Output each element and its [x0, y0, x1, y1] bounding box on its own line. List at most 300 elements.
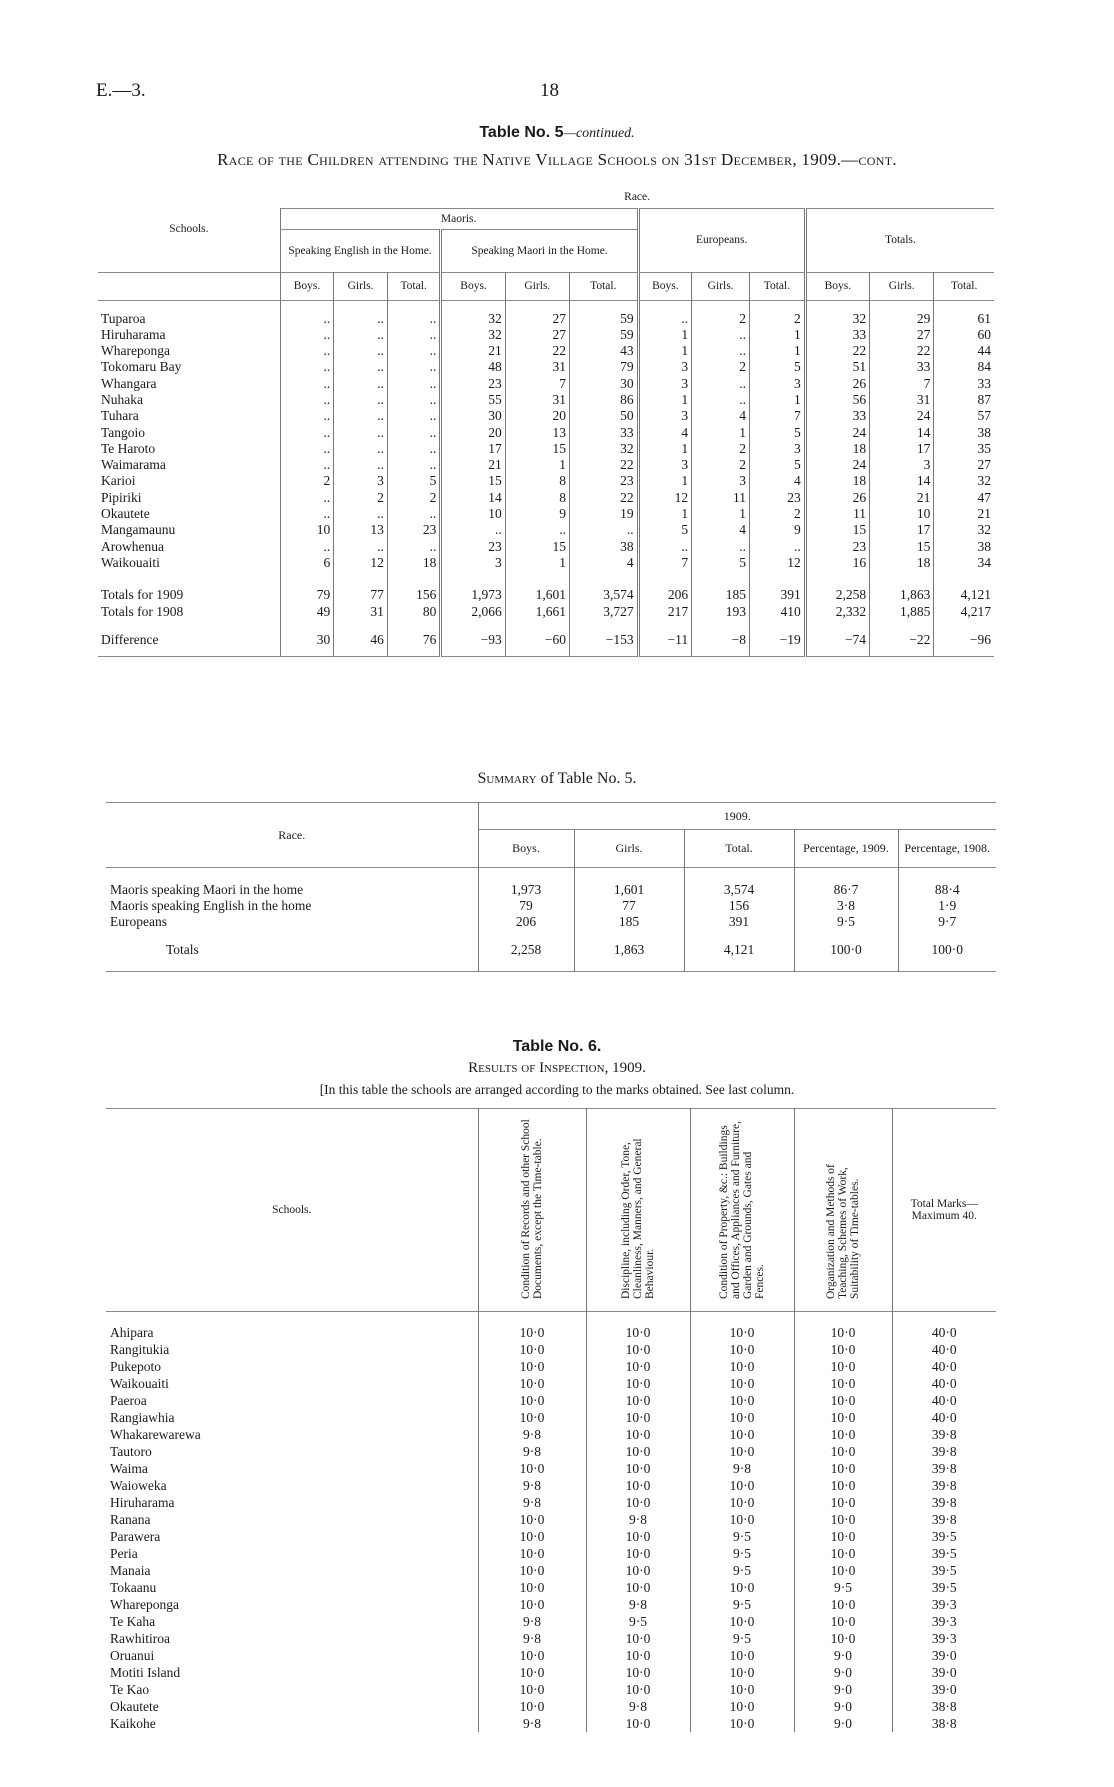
table-row: [106, 1460, 996, 1477]
total-mark: 38·8: [892, 1698, 996, 1715]
totals-boys: 33: [805, 327, 869, 343]
totals-total: 47: [934, 490, 994, 506]
maori-girls: 1: [505, 457, 569, 473]
maori-girls: 1: [505, 555, 569, 571]
total-mark: 40·0: [892, 1392, 996, 1409]
totals-girls: 27: [870, 327, 934, 343]
school-name: Rangiawhia: [110, 1409, 175, 1425]
discipline-mark: 10·0: [586, 1477, 690, 1494]
school-name: Whareponga: [101, 343, 170, 359]
table-row: [98, 408, 994, 424]
total-mark: 39·3: [892, 1630, 996, 1647]
english-girls: 3: [334, 473, 388, 489]
maori-boys: 32: [441, 327, 505, 343]
totals-girls: 3: [870, 457, 934, 473]
table6-schools-header: Schools.: [272, 1204, 312, 1216]
discipline-mark: 10·0: [586, 1681, 690, 1698]
english-total: 156: [387, 587, 441, 603]
maori-girls: 8: [505, 473, 569, 489]
europeans-total: 1: [750, 343, 806, 359]
school-name: Whangara: [101, 375, 157, 391]
maori-boys: 17: [441, 441, 505, 457]
maori-total: 22: [570, 490, 639, 506]
race-name: Totals: [166, 941, 199, 957]
totals-girls: 15: [870, 539, 934, 555]
totals-boys: 18: [805, 441, 869, 457]
totals-total: 33: [934, 376, 994, 392]
english-total: ..: [387, 376, 441, 392]
school-name: Waioweka: [110, 1477, 167, 1493]
organization-mark: 10·0: [794, 1341, 892, 1358]
totals-girls: 7: [870, 376, 934, 392]
table-row: [106, 1494, 996, 1511]
school-name: Ranana: [110, 1511, 151, 1527]
table6-total-header: Total Marks— Maximum 40.: [892, 1109, 996, 1312]
property-mark: 9·5: [690, 1596, 794, 1613]
table-row: [106, 1579, 996, 1596]
property-mark: 10·0: [690, 1477, 794, 1494]
table5-maoris-header: Maoris.: [280, 209, 638, 230]
records-mark: 10·0: [478, 1409, 586, 1426]
europeans-boys: 3: [638, 359, 692, 375]
english-total: ..: [387, 327, 441, 343]
english-girls: 2: [334, 490, 388, 506]
total: 391: [684, 914, 794, 930]
totals-total: 61: [934, 311, 994, 327]
discipline-mark: 10·0: [586, 1647, 690, 1664]
school-name: Te Haroto: [101, 440, 156, 456]
table5: [98, 186, 994, 657]
property-mark: 10·0: [690, 1681, 794, 1698]
english-boys: ..: [280, 490, 334, 506]
school-name: Tautoro: [110, 1443, 152, 1459]
pct-1909: 9·5: [794, 914, 898, 930]
total-mark: 39·8: [892, 1443, 996, 1460]
table6: [106, 1108, 996, 1732]
boys: 1,973: [478, 882, 574, 898]
maori-boys: 14: [441, 490, 505, 506]
table-row: [98, 327, 994, 343]
organization-mark: 10·0: [794, 1596, 892, 1613]
boys: 2,258: [478, 942, 574, 958]
organization-mark: 10·0: [794, 1528, 892, 1545]
school-name: Motiti Island: [110, 1664, 181, 1680]
organization-mark: 9·0: [794, 1647, 892, 1664]
totals-boys: 24: [805, 425, 869, 441]
table-row: [98, 343, 994, 359]
records-mark: 10·0: [478, 1341, 586, 1358]
europeans-girls: −8: [692, 632, 750, 648]
europeans-girls: ..: [692, 392, 750, 408]
property-mark: 10·0: [690, 1358, 794, 1375]
maori-total: 79: [570, 359, 639, 375]
table-row: [106, 1341, 996, 1358]
totals-girls: 17: [870, 522, 934, 538]
col-boys: Boys.: [805, 273, 869, 301]
table-row: [106, 1647, 996, 1664]
maori-boys: 3: [441, 555, 505, 571]
girls: 77: [574, 898, 684, 914]
school-name: Tokomaru Bay: [101, 359, 182, 375]
totals-boys: 24: [805, 457, 869, 473]
europeans-boys: 217: [638, 604, 692, 620]
europeans-girls: 185: [692, 587, 750, 603]
organization-mark: 10·0: [794, 1460, 892, 1477]
summary-girls-header: Girls.: [574, 830, 684, 868]
totals-total: 35: [934, 441, 994, 457]
col-girls: Girls.: [505, 273, 569, 301]
property-mark: 10·0: [690, 1579, 794, 1596]
records-mark: 9·8: [478, 1630, 586, 1647]
total-mark: 40·0: [892, 1324, 996, 1341]
maori-total: 86: [570, 392, 639, 408]
english-boys: 79: [280, 587, 334, 603]
total-mark: 39·8: [892, 1460, 996, 1477]
boys: 79: [478, 898, 574, 914]
table5-english-header: Speaking English in the Home.: [280, 230, 441, 273]
organization-mark: 10·0: [794, 1477, 892, 1494]
totals-boys: 26: [805, 490, 869, 506]
maori-girls: 13: [505, 425, 569, 441]
europeans-total: 5: [750, 457, 806, 473]
organization-mark: 10·0: [794, 1375, 892, 1392]
property-mark: 10·0: [690, 1324, 794, 1341]
table-row: [98, 441, 994, 457]
records-mark: 10·0: [478, 1375, 586, 1392]
discipline-mark: 9·5: [586, 1613, 690, 1630]
records-mark: 10·0: [478, 1511, 586, 1528]
records-mark: 10·0: [478, 1392, 586, 1409]
maori-total: 22: [570, 457, 639, 473]
property-mark: 9·5: [690, 1528, 794, 1545]
totals-girls: 18: [870, 555, 934, 571]
europeans-boys: 1: [638, 327, 692, 343]
english-boys: ..: [280, 539, 334, 555]
school-name: Waikouaiti: [110, 1375, 169, 1391]
maori-boys: 30: [441, 408, 505, 424]
records-mark: 9·8: [478, 1426, 586, 1443]
school-name: Whareponga: [110, 1596, 179, 1612]
maori-boys: ..: [441, 522, 505, 538]
table-row: [106, 1562, 996, 1579]
organization-mark: 9·0: [794, 1698, 892, 1715]
pct-1909: 86·7: [794, 882, 898, 898]
records-mark: 9·8: [478, 1494, 586, 1511]
english-total: 2: [387, 490, 441, 506]
table-row: [98, 539, 994, 555]
school-name: Hiruharama: [101, 326, 166, 342]
school-name: Kaikohe: [110, 1715, 156, 1731]
summary-boys-header: Boys.: [478, 830, 574, 868]
school-name: Arowhenua: [101, 538, 164, 554]
organization-mark: 10·0: [794, 1494, 892, 1511]
table-row: [106, 914, 996, 930]
table5-race-header: Race.: [624, 190, 651, 203]
organization-mark: 10·0: [794, 1613, 892, 1630]
europeans-total: 391: [750, 587, 806, 603]
organization-mark: 10·0: [794, 1545, 892, 1562]
maori-total: 3,574: [570, 587, 639, 603]
col-girls: Girls.: [870, 273, 934, 301]
table-row: [98, 392, 994, 408]
total-mark: 39·5: [892, 1528, 996, 1545]
english-total: 80: [387, 604, 441, 620]
table-row: [106, 1324, 996, 1341]
table6-organization-header: Organization and Methods of Teaching, Schemes of Work, Suitability of Time-tables.: [825, 1163, 861, 1299]
totals-girls: 17: [870, 441, 934, 457]
maori-girls: 27: [505, 327, 569, 343]
table-row: [98, 376, 994, 392]
maori-boys: 1,973: [441, 587, 505, 603]
english-girls: ..: [334, 425, 388, 441]
totals-boys: 33: [805, 408, 869, 424]
europeans-girls: 2: [692, 359, 750, 375]
english-total: 23: [387, 522, 441, 538]
records-mark: 10·0: [478, 1681, 586, 1698]
page-number: 18: [540, 80, 559, 101]
property-mark: 10·0: [690, 1715, 794, 1732]
english-girls: ..: [334, 327, 388, 343]
totals-boys: 56: [805, 392, 869, 408]
records-mark: 10·0: [478, 1698, 586, 1715]
table6-property-header: Condition of Property, &c.: Buildings and Offices, Appliances and Furniture, Garden and Grounds, Gates and Fences.: [718, 1120, 766, 1299]
english-boys: ..: [280, 408, 334, 424]
race-name: Maoris speaking Maori in the home: [110, 881, 304, 897]
table5-title: [0, 124, 1114, 142]
col-boys: Boys.: [441, 273, 505, 301]
europeans-boys: 1: [638, 392, 692, 408]
maori-girls: 1,601: [505, 587, 569, 603]
maori-total: 33: [570, 425, 639, 441]
table-row: [106, 882, 996, 898]
table-row: [98, 425, 994, 441]
records-mark: 10·0: [478, 1664, 586, 1681]
school-name: Okautete: [110, 1698, 159, 1714]
totals-total: 27: [934, 457, 994, 473]
school-name: Tokaanu: [110, 1579, 157, 1595]
maori-girls: 31: [505, 359, 569, 375]
table-row: [106, 1409, 996, 1426]
europeans-boys: 4: [638, 425, 692, 441]
table-row: [106, 1596, 996, 1613]
property-mark: 10·0: [690, 1375, 794, 1392]
records-mark: 10·0: [478, 1528, 586, 1545]
totals-total: 60: [934, 327, 994, 343]
col-boys: Boys.: [638, 273, 692, 301]
totals-row: [98, 604, 994, 620]
table-row: [98, 311, 994, 327]
totals-total: 38: [934, 425, 994, 441]
property-mark: 10·0: [690, 1494, 794, 1511]
totals-boys: 2,332: [805, 604, 869, 620]
total-mark: 40·0: [892, 1341, 996, 1358]
total-mark: 39·8: [892, 1426, 996, 1443]
english-total: ..: [387, 359, 441, 375]
maori-girls: 15: [505, 539, 569, 555]
table5-schools-header: Schools.: [169, 222, 209, 235]
table-row: [98, 506, 994, 522]
organization-mark: 10·0: [794, 1562, 892, 1579]
table-row: [106, 1392, 996, 1409]
europeans-boys: 1: [638, 441, 692, 457]
europeans-boys: 12: [638, 490, 692, 506]
records-mark: 10·0: [478, 1545, 586, 1562]
maori-boys: 21: [441, 343, 505, 359]
school-name: Waikouaiti: [101, 554, 160, 570]
col-total: Total.: [750, 273, 806, 301]
discipline-mark: 10·0: [586, 1562, 690, 1579]
school-name: Rawhitiroa: [110, 1630, 170, 1646]
english-boys: ..: [280, 392, 334, 408]
english-boys: ..: [280, 425, 334, 441]
discipline-mark: 10·0: [586, 1579, 690, 1596]
totals-row: [106, 942, 996, 958]
europeans-total: 7: [750, 408, 806, 424]
maori-total: 43: [570, 343, 639, 359]
europeans-girls: 3: [692, 473, 750, 489]
records-mark: 10·0: [478, 1324, 586, 1341]
girls: 1,601: [574, 882, 684, 898]
maori-girls: 15: [505, 441, 569, 457]
english-total: 76: [387, 632, 441, 648]
pct-1908: 88·4: [898, 882, 996, 898]
maori-total: 30: [570, 376, 639, 392]
school-name: Totals for 1908: [101, 603, 184, 619]
summary-race-header: Race.: [278, 827, 306, 842]
english-boys: ..: [280, 359, 334, 375]
table-row: [98, 490, 994, 506]
col-total: Total.: [934, 273, 994, 301]
europeans-total: 1: [750, 327, 806, 343]
table6-subtitle: Results of Inspection, 1909.: [468, 1060, 646, 1076]
total-mark: 40·0: [892, 1409, 996, 1426]
organization-mark: 9·0: [794, 1681, 892, 1698]
totals-girls: −22: [870, 632, 934, 648]
summary-title: [0, 770, 1114, 788]
europeans-boys: ..: [638, 539, 692, 555]
europeans-girls: 2: [692, 457, 750, 473]
col-girls: Girls.: [334, 273, 388, 301]
totals-boys: 15: [805, 522, 869, 538]
table5-title-suffix: —continued.: [563, 126, 635, 141]
maori-girls: 27: [505, 311, 569, 327]
totals-total: 44: [934, 343, 994, 359]
discipline-mark: 10·0: [586, 1409, 690, 1426]
english-total: 18: [387, 555, 441, 571]
discipline-mark: 10·0: [586, 1664, 690, 1681]
maori-total: 38: [570, 539, 639, 555]
table-row: [98, 555, 994, 571]
school-name: Te Kaha: [110, 1613, 156, 1629]
maori-total: 59: [570, 311, 639, 327]
table5-maori-header: Speaking Maori in the Home.: [441, 230, 638, 273]
english-total: ..: [387, 506, 441, 522]
totals-boys: 51: [805, 359, 869, 375]
maori-boys: 48: [441, 359, 505, 375]
col-total: Total.: [570, 273, 639, 301]
europeans-girls: 2: [692, 311, 750, 327]
europeans-total: 3: [750, 376, 806, 392]
maori-boys: 23: [441, 539, 505, 555]
totals-total: 57: [934, 408, 994, 424]
school-name: Tuparoa: [101, 310, 146, 326]
discipline-mark: 10·0: [586, 1494, 690, 1511]
organization-mark: 10·0: [794, 1409, 892, 1426]
total-mark: 40·0: [892, 1358, 996, 1375]
discipline-mark: 10·0: [586, 1392, 690, 1409]
europeans-total: 410: [750, 604, 806, 620]
table-row: [106, 898, 996, 914]
discipline-mark: 10·0: [586, 1341, 690, 1358]
table-row: [106, 1443, 996, 1460]
discipline-mark: 10·0: [586, 1630, 690, 1647]
total-mark: 40·0: [892, 1375, 996, 1392]
english-boys: ..: [280, 327, 334, 343]
europeans-boys: −11: [638, 632, 692, 648]
school-name: Karioi: [101, 473, 136, 489]
english-boys: ..: [280, 457, 334, 473]
europeans-total: 23: [750, 490, 806, 506]
totals-boys: 11: [805, 506, 869, 522]
totals-girls: 10: [870, 506, 934, 522]
table-row: [106, 1664, 996, 1681]
discipline-mark: 10·0: [586, 1375, 690, 1392]
school-name: Ahipara: [110, 1324, 154, 1340]
english-girls: ..: [334, 408, 388, 424]
english-boys: 2: [280, 473, 334, 489]
total-mark: 39·5: [892, 1562, 996, 1579]
total-mark: 39·8: [892, 1477, 996, 1494]
school-name: Rangitukia: [110, 1341, 170, 1357]
europeans-total: 4: [750, 473, 806, 489]
maori-girls: 22: [505, 343, 569, 359]
maori-total: −153: [570, 632, 639, 648]
europeans-girls: ..: [692, 539, 750, 555]
maori-girls: 1,661: [505, 604, 569, 620]
property-mark: 10·0: [690, 1664, 794, 1681]
europeans-total: 1: [750, 392, 806, 408]
maori-girls: 7: [505, 376, 569, 392]
totals-total: 32: [934, 473, 994, 489]
english-total: ..: [387, 311, 441, 327]
girls: 1,863: [574, 942, 684, 958]
table6-records-header: Condition of Records and other School Documents, except the Time-table.: [520, 1118, 544, 1299]
totals-boys: 16: [805, 555, 869, 571]
difference-row: [98, 632, 994, 648]
table-row: [106, 1681, 996, 1698]
english-total: ..: [387, 441, 441, 457]
records-mark: 9·8: [478, 1613, 586, 1630]
maori-boys: 20: [441, 425, 505, 441]
school-name: Whakarewarewa: [110, 1426, 201, 1442]
records-mark: 10·0: [478, 1579, 586, 1596]
europeans-total: 5: [750, 425, 806, 441]
summary-pct1908-header: Percentage, 1908.: [898, 830, 996, 868]
english-boys: 30: [280, 632, 334, 648]
discipline-mark: 10·0: [586, 1426, 690, 1443]
organization-mark: 10·0: [794, 1392, 892, 1409]
school-name: Waimarama: [101, 457, 166, 473]
totals-girls: 33: [870, 359, 934, 375]
organization-mark: 10·0: [794, 1358, 892, 1375]
table5-totals-header: Totals.: [805, 209, 994, 273]
europeans-girls: 2: [692, 441, 750, 457]
table-row: [98, 457, 994, 473]
europeans-girls: ..: [692, 327, 750, 343]
total-mark: 39·3: [892, 1613, 996, 1630]
totals-boys: 18: [805, 473, 869, 489]
school-name: Hiruharama: [110, 1494, 175, 1510]
